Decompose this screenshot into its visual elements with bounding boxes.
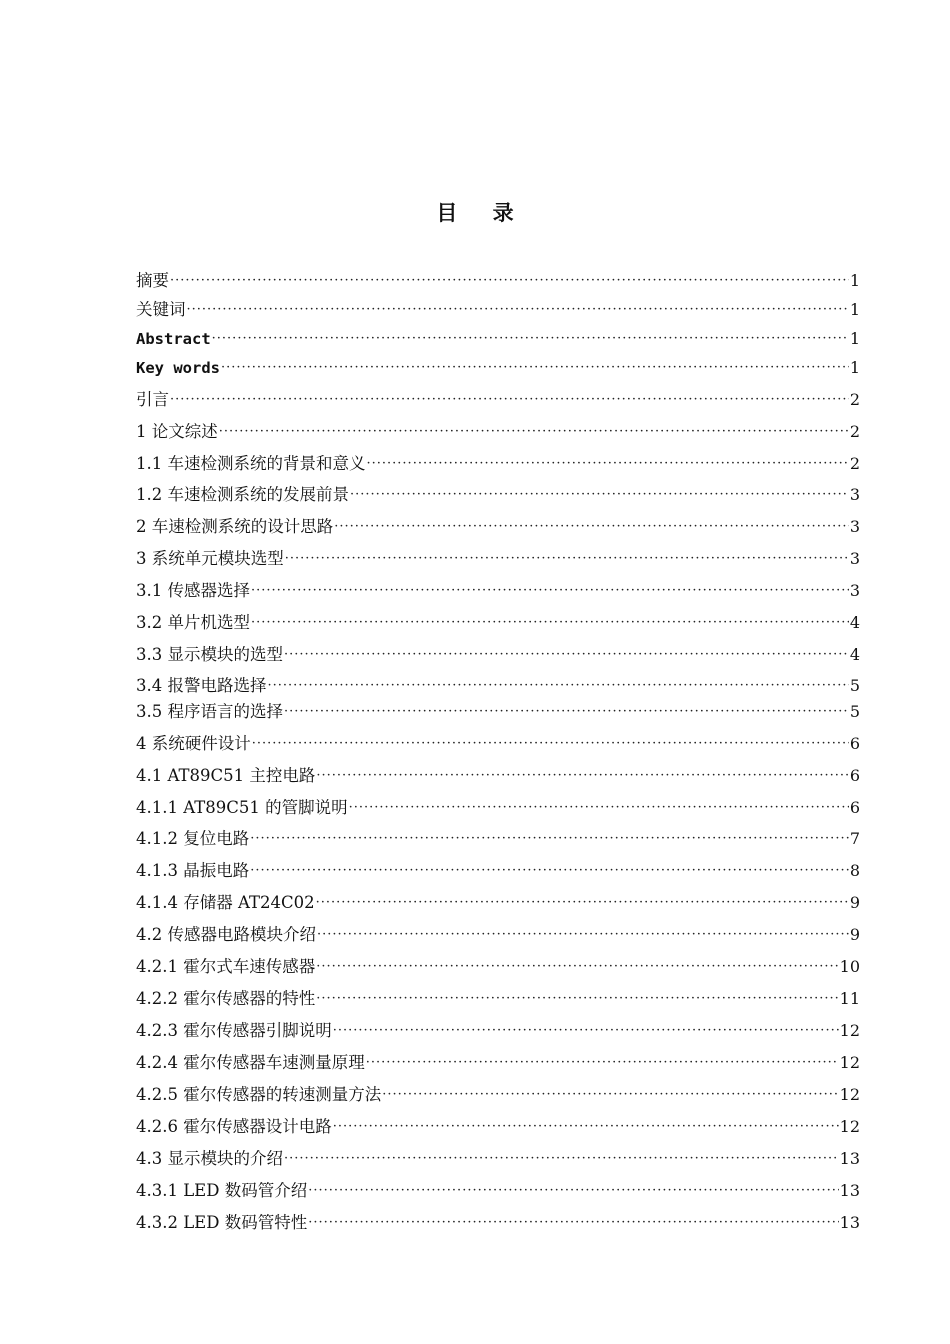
toc-entry[interactable] xyxy=(136,449,860,479)
toc-entry[interactable] xyxy=(136,1144,860,1174)
toc-entry-page-number: 2 xyxy=(849,454,860,473)
toc-entry-label: 4.2 传感器电路模块介绍 xyxy=(136,925,316,944)
dot-leader xyxy=(284,640,849,670)
toc-entry-page-number: 7 xyxy=(849,829,860,848)
toc-entry-page-number: 6 xyxy=(849,798,860,817)
toc-entry[interactable] xyxy=(136,984,860,1014)
toc-entry-page-number: 3 xyxy=(849,581,860,600)
toc-entry[interactable] xyxy=(136,1080,860,1110)
toc-entry-label: 4.2.6 霍尔传感器设计电路 xyxy=(136,1117,332,1136)
dot-leader xyxy=(308,1176,838,1206)
toc-entry-page-number: 12 xyxy=(839,1117,860,1136)
toc-entry-label: 3.4 报警电路选择 xyxy=(136,676,267,695)
toc-entry-label: 关键词 xyxy=(136,300,186,319)
toc-entry-label: 1.2 车速检测系统的发展前景 xyxy=(136,485,349,504)
dot-leader xyxy=(250,824,849,854)
dot-leader xyxy=(250,856,849,886)
toc-entry-label: 1.1 车速检测系统的背景和意义 xyxy=(136,454,366,473)
dot-leader xyxy=(187,295,849,325)
toc-entry[interactable] xyxy=(136,761,860,791)
toc-entry[interactable] xyxy=(136,608,860,638)
toc-entry-label: 摘要 xyxy=(136,271,169,290)
toc-entry-label: 4.1.3 晶振电路 xyxy=(136,861,250,880)
dot-leader xyxy=(367,449,849,479)
dot-leader xyxy=(316,952,838,982)
toc-entry-page-number: 10 xyxy=(839,957,860,976)
toc-entry[interactable] xyxy=(136,920,860,950)
toc-entry-label: 3.3 显示模块的选型 xyxy=(136,645,283,664)
toc-entry-page-number: 3 xyxy=(849,549,860,568)
toc-entry[interactable] xyxy=(136,1016,860,1046)
toc-entry-page-number: 3 xyxy=(849,517,860,536)
toc-entry-page-number: 13 xyxy=(839,1181,860,1200)
toc-entry[interactable] xyxy=(136,324,860,354)
toc-entry-page-number: 2 xyxy=(849,390,860,409)
toc-entry-page-number: 13 xyxy=(839,1213,860,1232)
toc-entry-label: 3 系统单元模块选型 xyxy=(136,549,284,568)
toc-entry-page-number: 8 xyxy=(849,861,860,880)
toc-entry-label: Key words xyxy=(136,359,220,377)
toc-entry-page-number: 4 xyxy=(849,645,860,664)
dot-leader xyxy=(251,608,849,638)
toc-entry-page-number: 2 xyxy=(849,422,860,441)
toc-entry-page-number: 12 xyxy=(839,1021,860,1040)
toc-entry-label: 4.2.2 霍尔传感器的特性 xyxy=(136,989,316,1008)
dot-leader xyxy=(366,1048,839,1078)
toc-entry-label: 3.5 程序语言的选择 xyxy=(136,702,283,721)
toc-entry-label: 4.1 AT89C51 主控电路 xyxy=(136,766,316,785)
toc-entry-label: 3.2 单片机选型 xyxy=(136,613,250,632)
dot-leader xyxy=(316,888,849,918)
toc-entry-label: 4.1.1 AT89C51 的管脚说明 xyxy=(136,798,348,817)
toc-entry-page-number: 12 xyxy=(839,1085,860,1104)
dot-leader xyxy=(350,480,849,510)
toc-entry-label: 4.3 显示模块的介绍 xyxy=(136,1149,283,1168)
toc-entry[interactable] xyxy=(136,824,860,854)
toc-entry[interactable] xyxy=(136,1208,860,1238)
dot-leader xyxy=(349,793,849,823)
toc-entry-label: 4.1.2 复位电路 xyxy=(136,829,250,848)
dot-leader xyxy=(308,1208,838,1238)
toc-entry-page-number: 1 xyxy=(849,300,860,319)
toc-entry-label: 4.2.5 霍尔传感器的转速测量方法 xyxy=(136,1085,382,1104)
toc-entry[interactable] xyxy=(136,952,860,982)
toc-entry-label: 4.1.4 存储器 AT24C02 xyxy=(136,893,315,912)
toc-entry[interactable] xyxy=(136,480,860,510)
dot-leader xyxy=(170,385,849,415)
toc-entry[interactable] xyxy=(136,697,860,727)
toc-entry-page-number: 1 xyxy=(849,329,860,348)
toc-entry-label: 4.3.1 LED 数码管介绍 xyxy=(136,1181,308,1200)
dot-leader xyxy=(382,1080,838,1110)
dot-leader xyxy=(284,697,849,727)
dot-leader xyxy=(284,1144,839,1174)
toc-entry[interactable] xyxy=(136,385,860,415)
toc-entry-page-number: 6 xyxy=(849,734,860,753)
toc-entry-label: 2 车速检测系统的设计思路 xyxy=(136,517,334,536)
toc-entry-page-number: 5 xyxy=(849,702,860,721)
toc-entry-page-number: 11 xyxy=(839,989,860,1008)
dot-leader xyxy=(316,761,848,791)
toc-entry[interactable] xyxy=(136,544,860,574)
toc-entry-page-number: 3 xyxy=(849,485,860,504)
dot-leader xyxy=(285,544,849,574)
toc-entry-label: 4.2.3 霍尔传感器引脚说明 xyxy=(136,1021,332,1040)
toc-entry-page-number: 9 xyxy=(849,925,860,944)
toc-entry[interactable] xyxy=(136,1048,860,1078)
dot-leader xyxy=(316,984,838,1014)
toc-entry[interactable] xyxy=(136,266,860,296)
dot-leader xyxy=(212,324,849,354)
toc-entry-page-number: 1 xyxy=(849,358,860,377)
dot-leader xyxy=(221,353,849,383)
dot-leader xyxy=(317,920,849,950)
toc-entry[interactable] xyxy=(136,1112,860,1142)
toc-entry-label: 4.3.2 LED 数码管特性 xyxy=(136,1213,308,1232)
toc-entry[interactable] xyxy=(136,295,860,325)
toc-entry-label: 4.2.4 霍尔传感器车速测量原理 xyxy=(136,1053,365,1072)
toc-entry[interactable] xyxy=(136,417,860,447)
toc-entry[interactable] xyxy=(136,888,860,918)
toc-entry[interactable] xyxy=(136,512,860,542)
toc-entry-page-number: 6 xyxy=(849,766,860,785)
dot-leader xyxy=(333,1016,839,1046)
toc-entry-page-number: 1 xyxy=(849,271,860,290)
toc-entry[interactable] xyxy=(136,353,860,383)
toc-entry[interactable] xyxy=(136,856,860,886)
toc-entry-page-number: 12 xyxy=(839,1053,860,1072)
toc-entry-label: 引言 xyxy=(136,390,169,409)
toc-entry-label: 4.2.1 霍尔式车速传感器 xyxy=(136,957,316,976)
toc-entry[interactable] xyxy=(136,729,860,759)
dot-leader xyxy=(334,512,849,542)
toc-entry-page-number: 9 xyxy=(849,893,860,912)
toc-entry-label: 4 系统硬件设计 xyxy=(136,734,251,753)
dot-leader xyxy=(170,266,849,296)
toc-entry[interactable] xyxy=(136,576,860,606)
dot-leader xyxy=(252,729,849,759)
toc-entry-label: 3.1 传感器选择 xyxy=(136,581,250,600)
dot-leader xyxy=(333,1112,839,1142)
toc-entry-page-number: 13 xyxy=(839,1149,860,1168)
toc-entry-page-number: 4 xyxy=(849,613,860,632)
toc-entry[interactable] xyxy=(136,1176,860,1206)
dot-leader xyxy=(219,417,849,447)
page-title: 目 录 xyxy=(436,201,528,225)
toc-entry[interactable] xyxy=(136,640,860,670)
dot-leader xyxy=(251,576,849,606)
toc-entry-page-number: 5 xyxy=(849,676,860,695)
toc-entry-label: Abstract xyxy=(136,330,211,348)
toc-entry-label: 1 论文综述 xyxy=(136,422,218,441)
toc-entry[interactable] xyxy=(136,793,860,823)
